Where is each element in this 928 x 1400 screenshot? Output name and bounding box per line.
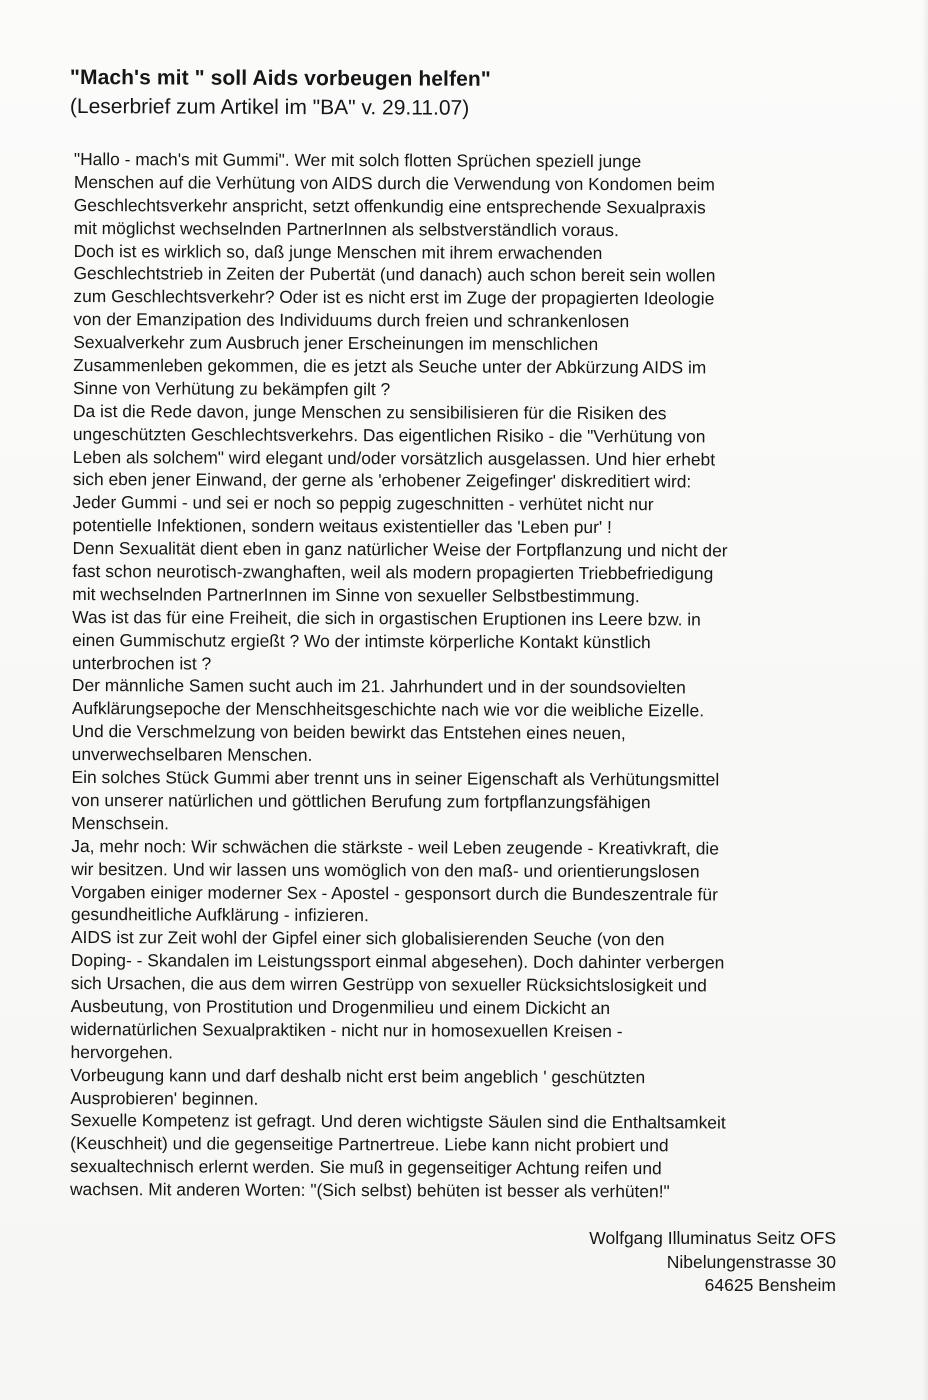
body-line: Leben als solchem" wird elegant und/oder vorsätzlich ausgelassen. Und hier erhebt xyxy=(72,446,716,470)
body-line: Menschen auf die Verhütung von AIDS durch die Verwendung von Kondomen beim xyxy=(73,171,715,195)
body-line: Ausbeutung, von Prostitution und Drogenmilieu und einem Dickicht an xyxy=(70,995,611,1019)
body-line: Und die Verschmelzung von beiden bewirkt das Entstehen eines neuen, xyxy=(71,721,626,744)
body-line: von unserer natürlichen und göttlichen Berufung zum fortpflanzungsfähigen xyxy=(71,789,651,813)
body-line: Vorgaben einiger moderner Sex - Apostel - gesponsort durch die Bundeszentrale für xyxy=(71,881,718,904)
body-line: mit möglichst wechselnden PartnerInnen als selbstverständlich voraus. xyxy=(73,217,619,240)
body-line: Sexualverkehr zum Ausbruch jener Erscheinungen im menschlichen xyxy=(73,332,599,355)
signature-street: Nibelungenstrasse 30 xyxy=(666,1251,836,1272)
body-line: Aufklärungsepoche der Menschheitsgeschichte nach wie vor die weibliche Eizelle. xyxy=(71,698,705,721)
body-line: Geschlechtstrieb in Zeiten der Pubertät (und danach) auch schon bereit sein wollen xyxy=(73,263,716,286)
body-line: potentielle Infektionen, sondern weitaus existentieller das 'Leben pur' ! xyxy=(72,515,612,538)
body-line: fast schon neurotisch-zwanghaften, weil als modern propagierten Triebbefriedigung xyxy=(72,561,714,584)
body-line: Doping- - Skandalen im Leistungssport einmal abgesehen). Doch dahinter verbergen xyxy=(70,950,725,973)
body-line: Der männliche Samen sucht auch im 21. Jahrhundert und in der soundsovielten xyxy=(71,675,686,698)
signature-block xyxy=(589,1227,836,1298)
body-line: Vorbeugung kann und darf deshalb nicht erst beim angeblich ' geschützten xyxy=(70,1064,646,1087)
body-line: sich eben jener Einwand, der gerne als 'erhobener Zeigefinger' diskreditiert wird: xyxy=(72,469,692,492)
body-line: "Hallo - mach's mit Gummi". Wer mit solch flotten Sprüchen speziell junge xyxy=(73,149,642,172)
body-line: Doch ist es wirklich so, daß junge Menschen mit ihrem erwachenden xyxy=(73,240,603,263)
letter-body xyxy=(70,148,854,1204)
body-line: Geschlechtsverkehr anspricht, setzt offenkundig eine entsprechende Sexualpraxis xyxy=(73,194,706,218)
letter-subtitle: (Leserbrief zum Artikel im "BA" v. 29.11.07) xyxy=(69,95,470,120)
body-line: Ein solches Stück Gummi aber trennt uns in seiner Eigenschaft als Verhütungsmittel xyxy=(71,767,720,790)
body-line: (Keuschheit) und die gegenseitige Partnertreue. Liebe kann nicht probiert und xyxy=(70,1133,669,1156)
letter-title: "Mach's mit " soll Aids vorbeugen helfen" xyxy=(69,66,491,91)
body-line: ungeschützten Geschlechtsverkehrs. Das eigentlichen Risiko - die "Verhütung von xyxy=(72,423,706,447)
body-line: mit wechselnden PartnerInnen im Sinne von sexueller Selbstbestimmung. xyxy=(72,583,640,607)
body-line: Was ist das für eine Freiheit, die sich in orgastischen Eruptionen ins Leere bzw. in xyxy=(72,606,701,630)
body-line: gesundheitliche Aufklärung - infizieren. xyxy=(71,904,369,926)
body-line: Ja, mehr noch: Wir schwächen die stärkste - weil Leben zeugende - Kreativkraft, die xyxy=(71,835,719,859)
body-line: unverwechselbaren Menschen. xyxy=(71,744,313,766)
body-line: Menschsein. xyxy=(71,812,170,834)
body-line: Zusammenleben gekommen, die es jetzt als Seuche unter der Abkürzung AIDS im xyxy=(73,355,707,378)
body-line: Da ist die Rede davon, junge Menschen zu sensibilisieren für die Risiken des xyxy=(72,400,667,424)
body-line: zum Geschlechtsverkehr? Oder ist es nicht erst im Zuge der propagierten Ideologie xyxy=(73,286,715,309)
body-line: wir besitzen. Und wir lassen uns womöglich von den maß- und orientierungslosen xyxy=(71,858,700,882)
page-edge-shadow xyxy=(922,0,928,1400)
body-line: sexualtechnisch erlernt werden. Sie muß in gegenseitiger Achtung reifen und xyxy=(70,1156,662,1179)
body-line: Jeder Gummi - und sei er noch so peppig zugeschnitten - verhütet nicht nur xyxy=(72,492,654,515)
body-line: AIDS ist zur Zeit wohl der Gipfel einer sich globalisierenden Seuche (von den xyxy=(70,927,665,950)
body-line: hervorgehen. xyxy=(70,1041,174,1063)
body-line: unterbrochen ist ? xyxy=(71,652,212,674)
body-line: Sexuelle Kompetenz ist gefragt. Und deren wichtigste Säulen sind die Enthaltsamkeit xyxy=(70,1110,726,1133)
body-line: sich Ursachen, die aus dem wirren Gestrüpp von sexueller Rücksichtslosigkeit und xyxy=(70,973,707,996)
body-line: einen Gummischutz ergießt ? Wo der intimste körperliche Kontakt künstlich xyxy=(72,629,651,652)
signature-name: Wolfgang Illuminatus Seitz OFS xyxy=(589,1228,836,1248)
signature-city: 64625 Bensheim xyxy=(704,1275,836,1295)
body-line: Denn Sexualität dient eben in ganz natürlicher Weise der Fortpflanzung und nicht der xyxy=(72,538,728,561)
body-line: wachsen. Mit anderen Worten: "(Sich selbst) behüten ist besser als verhüten!" xyxy=(69,1179,670,1202)
body-line: Sinne von Verhütung zu bekämpfen gilt ? xyxy=(73,377,391,400)
body-line: Ausprobieren' beginnen. xyxy=(70,1087,259,1109)
body-line: von der Emanzipation des Individuums durch freien und schrankenlosen xyxy=(73,309,630,332)
body-line: widernatürlichen Sexualpraktiken - nicht nur in homosexuellen Kreisen - xyxy=(70,1018,623,1041)
